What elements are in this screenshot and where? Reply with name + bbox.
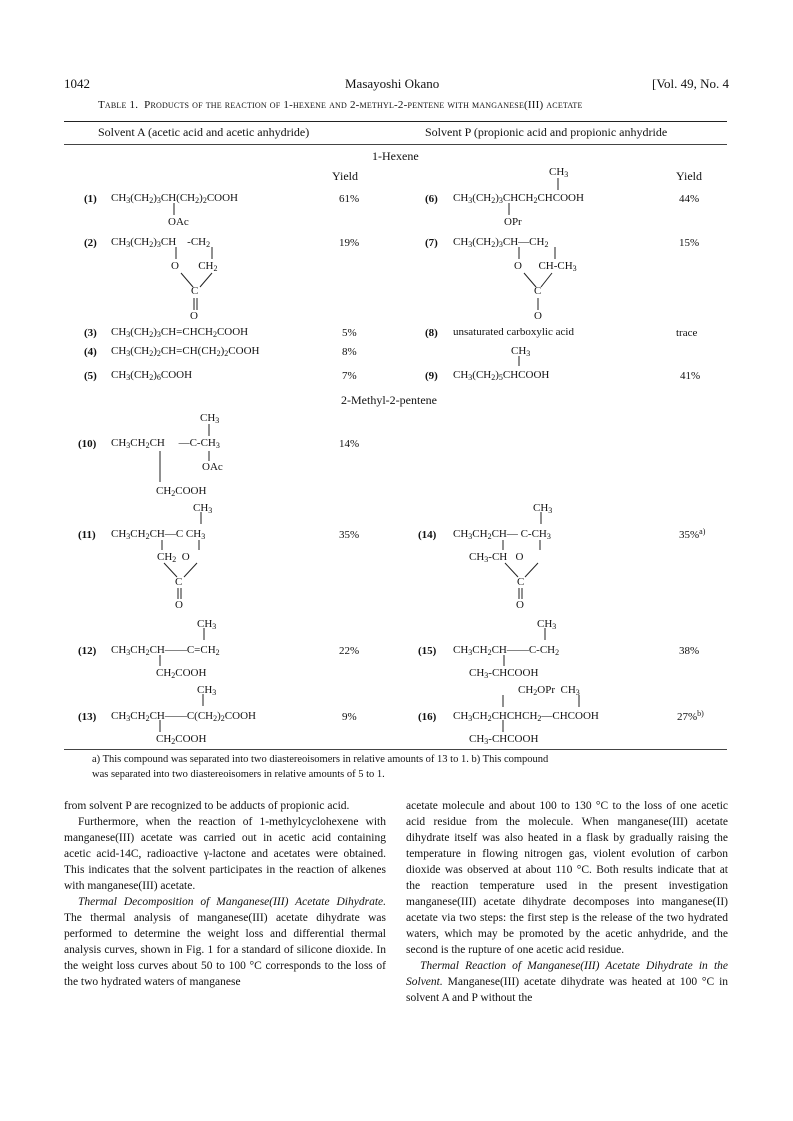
yield-value: 27%$^{b)}$ <box>677 709 704 723</box>
yield-value: 41% <box>680 370 701 382</box>
compound-number: (7) <box>425 237 438 249</box>
compound-3-formula: $CH_3(CH_2)_3CH=CHCH_2COOH$ <box>111 326 249 339</box>
compound-4-formula: $CH_3(CH_2)_2CH=CH(CH_2)_2COOH$ <box>111 345 260 358</box>
compound-2-ring-c: C <box>191 285 199 297</box>
compound-11-ring: $CH_2$ O <box>157 551 190 564</box>
body-right-column <box>406 798 728 1006</box>
compound-7-formula: $CH_3(CH_2)_3CH—CH_2$ <box>453 236 549 249</box>
yield-value: 35% <box>339 529 360 541</box>
footnote-line-1: a) This compound was separated into two diastereoisomers in relative amounts of 13 to 1. b) This compound <box>92 754 549 765</box>
solvent-p-header: Solvent P (propionic acid and propionic anhydride <box>425 125 668 139</box>
compound-number: (4) <box>84 346 97 358</box>
compound-12-methyl: $CH_3$ <box>197 618 217 631</box>
paragraph: from solvent P are recognized to be adducts of propionic acid. <box>64 800 350 812</box>
body-left-column <box>64 798 386 990</box>
compound-1-substituent: OAc <box>168 216 189 228</box>
compound-16-chain: $CH_3$-CHCOOH <box>469 733 539 746</box>
compound-5-formula: $CH_3(CH_2)_6COOH$ <box>111 369 193 382</box>
compound-number: (16) <box>418 711 437 723</box>
yield-value: 19% <box>339 237 360 249</box>
yield-value: 9% <box>342 711 357 723</box>
compound-12-chain: $CH_2COOH$ <box>156 667 207 680</box>
compound-15-formula: $CH_3CH_2CH——C-CH_2$ <box>453 644 560 657</box>
table-bottom-rule <box>64 749 727 750</box>
compound-10-methyl: $CH_3$ <box>200 412 220 425</box>
compound-number: (11) <box>78 529 96 541</box>
table-label: Table 1. <box>98 99 139 111</box>
compound-13-formula: $CH_3CH_2CH——C(CH_2)_2COOH$ <box>111 710 256 723</box>
compound-number: (3) <box>84 327 97 339</box>
yield-value: 44% <box>679 193 700 205</box>
compound-number: (8) <box>425 327 438 339</box>
compound-9-formula: $CH_3(CH_2)_5CHCOOH$ <box>453 369 550 382</box>
paragraph: acetate molecule and about 100 to 130 °C to the loss of one acetic acid residue from the molecule. When manganese(III) acetate dihydrate itself was also heated in a flask by gradually raising the temperature in flowing nitrogen gas, violent evolution of carbon dioxide was observed at about 110 °C. Both results indicate that at the reaction temperature used in the present investigation manganese(III) acetate dihydrate decomposes into manganese(II) acetate via two steps: the first step is the release of the two hydrated waters, which may be promoted by the acetic anhydride, and the second is the rupture of one acetic acid residue. <box>406 800 728 956</box>
compound-number: (14) <box>418 529 437 541</box>
compound-number: (5) <box>84 370 97 382</box>
paragraph: Thermal Reaction of Manganese(III) Acetate Dihydrate in the Solvent. Manganese(III) acetate dihydrate was heated at 100 °C in solvent A and P without the <box>406 960 729 1004</box>
footnote-line-2: was separated into two diastereoisomers in relative amounts of 5 to 1. <box>92 769 385 780</box>
paragraph: Thermal Decomposition of Manganese(III) Acetate Dihydrate. The thermal analysis of manganese(III) acetate dihydrate was performed to determine the weight loss and differential thermal analysis curves, shown in Fig. 1 for a standard of silicone dioxide. In the weight loss curves about 50 to 100 °C corresponds to the loss of the two hydrated waters of manganese <box>64 896 386 988</box>
compound-2-ring-o: O $CH_2$ <box>171 260 218 273</box>
compound-14-formula: $CH_3CH_2CH—$ $C-CH_3$ <box>453 528 551 541</box>
section-1-hexene: 1-Hexene <box>372 149 419 163</box>
compound-number: (12) <box>78 645 97 657</box>
volume-info: [Vol. 49, No. 4 <box>652 76 730 91</box>
compound-14-ring-c: C <box>517 576 525 588</box>
compound-11-formula: $CH_3CH_2CH—C$ $CH_3$ <box>111 528 206 541</box>
compound-14-ring: $CH_3-CH$ O <box>469 551 524 564</box>
compound-7-carbonyl-o: O <box>534 310 542 322</box>
compound-14-methyl: $CH_3$ <box>533 502 553 515</box>
compound-7-ring-c: C <box>534 285 542 297</box>
compound-10-chain: $CH_2COOH$ <box>156 485 207 498</box>
compound-7-ring: O $CH-CH_3$ <box>514 260 577 273</box>
compound-15-methyl: $CH_3$ <box>537 618 557 631</box>
yield-value: 22% <box>339 645 360 657</box>
compound-15-chain: $CH_3$-CHCOOH <box>469 667 539 680</box>
compound-number: (6) <box>425 193 438 205</box>
yield-value: trace <box>676 327 698 339</box>
table-title: Products of the reaction of 1-hexene and 2-methyl-2-pentene with manganese(III) acetate <box>144 99 583 111</box>
compound-16-formula: $CH_3CH_2CHCHCH_2—CHCOOH$ <box>453 710 599 723</box>
yield-value: 15% <box>679 237 700 249</box>
yield-value: 7% <box>342 370 357 382</box>
compound-number: (9) <box>425 370 438 382</box>
compound-13-methyl: $CH_3$ <box>197 684 217 697</box>
compound-2-carbonyl-o: O <box>190 310 198 322</box>
compound-14-carbonyl-o: O <box>516 599 524 611</box>
compound-10-formula: $CH_3CH_2CH$ $—C-CH_3$ <box>111 437 220 450</box>
compound-13-chain: $CH_2COOH$ <box>156 733 207 746</box>
yield-value: 61% <box>339 193 360 205</box>
compound-2-formula: $CH_3(CH_2)_3CH$ $-CH_2$ <box>111 236 211 249</box>
yield-value: 38% <box>679 645 700 657</box>
compound-8-formula: unsaturated carboxylic acid <box>453 326 574 338</box>
yield-value: 5% <box>342 327 357 339</box>
yield-value: 14% <box>339 438 360 450</box>
compound-10-substituent: OAc <box>202 461 223 473</box>
paragraph: Furthermore, when the reaction of 1-methylcyclohexene with manganese(III) acetate was carried out in acetic acid containing acetic acid-14C, radioactive γ-lactone and acetates were obtained. This indicates that the solvent participates in the reaction of alkenes with manganese(III) acetate. <box>64 816 386 892</box>
compound-11-ring-c: C <box>175 576 183 588</box>
compound-number: (2) <box>84 237 97 249</box>
section-2-methyl-2-pentene: 2-Methyl-2-pentene <box>341 393 437 407</box>
yield-header-left: Yield <box>332 169 358 183</box>
compound-11-methyl: $CH_3$ <box>193 502 213 515</box>
compound-16-top: $CH_2OPr$ $CH_3$ <box>518 684 580 697</box>
section-heading: Thermal Reaction of Manganese(III) Acetate Dihydrate in the Solvent. <box>406 960 728 988</box>
compound-6-substituent: OPr <box>504 216 522 228</box>
compound-number: (10) <box>78 438 97 450</box>
compound-number: (1) <box>84 193 97 205</box>
compound-9-methyl: $CH_3$ <box>511 345 531 358</box>
page-number: 1042 <box>64 76 90 91</box>
yield-header-right: Yield <box>676 169 702 183</box>
compound-12-formula: $CH_3CH_2CH——C=CH_2$ <box>111 644 220 657</box>
yield-value: 35%$^{a)}$ <box>679 527 706 541</box>
compound-6-methyl: $CH_3$ <box>549 166 569 179</box>
compound-1-formula: $CH_3(CH_2)_3CH(CH_2)_2COOH$ <box>111 192 238 205</box>
running-author: Masayoshi Okano <box>345 76 440 91</box>
compound-number: (13) <box>78 711 97 723</box>
section-heading: Thermal Decomposition of Manganese(III) Acetate Dihydrate. <box>78 896 386 908</box>
compound-11-carbonyl-o: O <box>175 599 183 611</box>
compound-6-formula: $CH_3(CH_2)_3CHCH_2CHCOOH$ <box>453 192 584 205</box>
yield-value: 8% <box>342 346 357 358</box>
compound-number: (15) <box>418 645 437 657</box>
solvent-a-header: Solvent A (acetic acid and acetic anhydride) <box>98 125 310 139</box>
